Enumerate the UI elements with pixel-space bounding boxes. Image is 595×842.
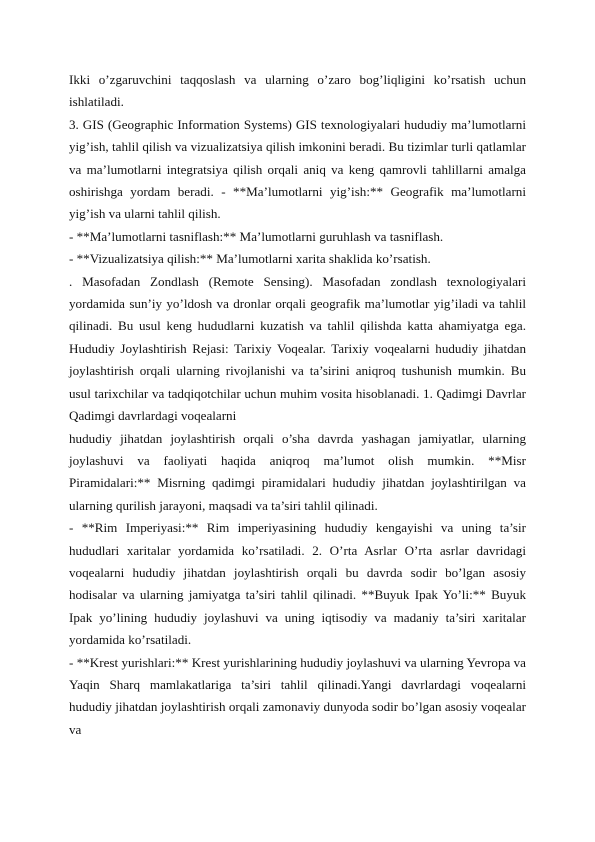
paragraph-gis: 3. GIS (Geographic Information Systems) GIS texnologiyalari hududiy ma’lumotlarni yig’ish, tahlil qilish va vizualizatsiya qilish imkonini beradi. Bu tizimlar turli qatlamlar va ma’lumotlarni integratsiya qilish orqali aniq va keng qamrovli tahlillarni amalga oshirishga yordam beradi. - **Ma’lumotlarni yig’ish:** Geografik ma’lumotlarni yig’ish va ularni tahlil qilish.: [69, 116, 526, 222]
paragraph-roman-empire-middle-ages: - **Rim Imperiyasi:** Rim imperiyasining hududiy kengayishi va uning ta’sir hududlari xaritalar yordamida ko’rsatiladi. 2. O’rta Asrlar O’rta asrlar davridagi voqealarni hududiy jihatdan joylashtirish orqali bu davrda sodir bo’lgan asosiy hodisalar va ularning jamiyatga ta’siri tahlil qilinadi. **Buyuk Ipak Yo’li:** Buyuk Ipak yo’lining hududiy joylashuvi va uning iqtisodiy va madaniy ta’siri xaritalar yordamida ko’rsatiladi.: [69, 520, 526, 648]
paragraph-ancient-periods: hududiy jihatdan joylashtirish orqali o’sha davrda yashagan jamiyatlar, ularning joylashuvi va faoliyati haqida aniqroq ma’lumot olish mumkin. **Misr Piramidalari:** Misrning qadimgi piramidalari hududiy jihatdan joylashtirilgan va ularning qurilish jarayoni, maqsadi va ta’siri tahlil qilinadi.: [69, 430, 526, 513]
paragraph-data-classification: - **Ma’lumotlarni tasniflash:** Ma’lumotlarni guruhlash va tasniflash.: [69, 228, 444, 244]
paragraph-comparison-intro: Ikki o’zgaruvchini taqqoslash va ularning o’zaro bog’liqligini ko’rsatish uchun ishlatiladi.: [69, 72, 526, 110]
paragraph-crusades: - **Krest yurishlari:** Krest yurishlarining hududiy joylashuvi va ularning Yevropa va Yaqin Sharq mamlakatlariga ta’siri tahlil qilinadi.Yangi davrlardagi voqealarni hududiy jihatdan joylashtirish orqali zamonaviy dunyoda sodir bo’lgan asosiy voqealar va: [69, 654, 526, 737]
document-body: [69, 69, 526, 741]
paragraph-remote-sensing: . Masofadan Zondlash (Remote Sensing). Masofadan zondlash texnologiyalari yordamida sun’iy yo’ldosh va dronlar orqali geografik ma’lumotlar yig’iladi va tahlil qilinadi. Bu usul keng hududlarni kuzatish va tahlil qilishda katta ahamiyatga ega. Hududiy Joylashtirish Rejasi: Tarixiy Voqealar. Tarixiy voqealarni hududiy jihatdan joylashtirish orqali ularning rivojlanishi va ta’sirini aniqroq tushunish mumkin. Bu usul tarixchilar va tadqiqotchilar uchun muhim vosita hisoblanadi. 1. Qadimgi Davrlar Qadimgi davrlardagi voqealarni: [69, 273, 526, 424]
paragraph-visualization: - **Vizualizatsiya qilish:** Ma’lumotlarni xarita shaklida ko’rsatish.: [69, 251, 431, 267]
